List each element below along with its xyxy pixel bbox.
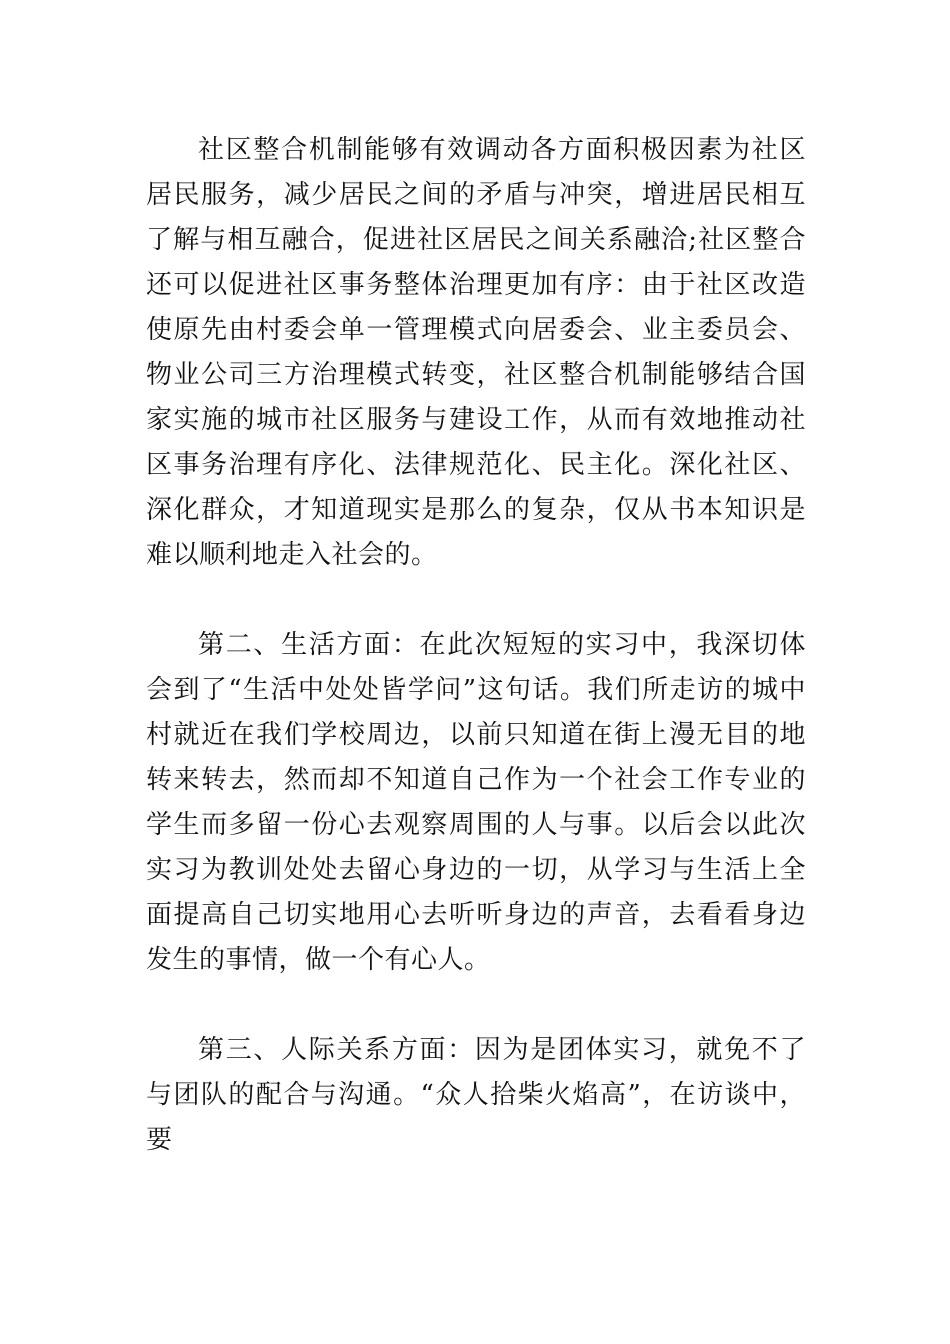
paragraph-life-aspect: 第二、生活方面：在此次短短的实习中，我深切体会到了“生活中处处皆学问”这句话。我们所走访的城中村就近在我们学校周边，以前只知道在街上漫无目的地转来转去，然而却不知道自己作为一个社会工作专业的学生而多留一份心去观察周围的人与事。以后会以此次实习为教训处处去留心身边的一切，从学习与生活上全面提高自己切实地用心去听听身边的声音，去看看身边发生的事情，做一个有心人。 (146, 630, 806, 975)
text-column (146, 128, 806, 1163)
paragraph-community-integration: 社区整合机制能够有效调动各方面积极因素为社区居民服务，减少居民之间的矛盾与冲突，增进居民相互了解与相互融合，促进社区居民之间关系融洽;社区整合还可以促进社区事务整体治理更加有序：由于社区改造使原先由村委会单一管理模式向居委会、业主委员会、物业公司三方治理模式转变，社区整合机制能够结合国家实施的城市社区服务与建设工作，从而有效地推动社区事务治理有序化、法律规范化、民主化。深化社区、深化群众，才知道现实是那么的复杂，仅从书本知识是难以顺利地走入社会的。 (146, 135, 806, 570)
paragraph-interpersonal-aspect: 第三、人际关系方面：因为是团体实习，就免不了与团队的配合与沟通。“众人拾柴火焰高”，在访谈中，要 (146, 1035, 806, 1155)
